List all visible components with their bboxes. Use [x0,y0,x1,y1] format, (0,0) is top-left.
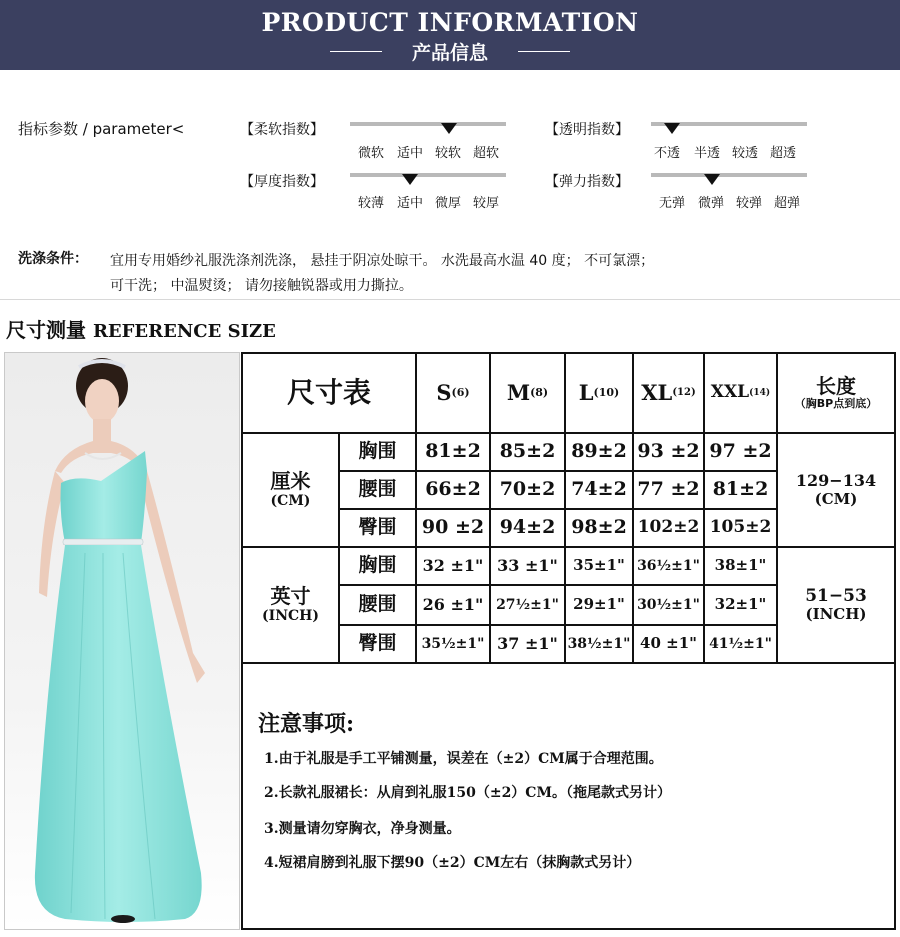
washing-text-line-1: 宜用专用婚纱礼服洗涤剂洗涤， 悬挂于阴凉处晾干。 水洗最高水温 40 度； 不可氯漂； [110,253,655,269]
size-header-xl [634,354,703,432]
cm-label: 厘米 [270,469,311,494]
transparency-scale-title: 【透明指数】 [545,122,629,138]
thickness-option: 较薄 [358,196,385,211]
reference-title-en: REFERENCE SIZE [92,321,276,342]
size-header-m [491,354,564,432]
washing-label: 洗涤条件： [18,251,88,267]
table-cell: 32 ±1" [422,555,484,575]
thickness-option: 较厚 [473,196,500,211]
table-cell: 105±2 [709,517,772,538]
size-label: M [506,379,531,405]
size-sub: (10) [593,385,620,399]
row-label-waist: 腰围 [358,593,397,616]
table-cell: 38±1" [714,556,767,575]
inch-length [778,548,894,662]
table-cell: 33 ±1" [497,555,558,575]
size-header-xxl [705,354,776,432]
reference-size-title [6,314,276,343]
table-cell: 77 ±2 [637,478,700,501]
reference-title-cn: 尺寸测量 [6,318,86,342]
transparency-marker-icon [664,123,680,134]
size-header-l [566,354,632,432]
note-item: 4.短裙肩膀到礼服下摆90（±2）CM左右（抹胸款式另计） [264,855,641,871]
table-cell: 81±2 [712,478,769,501]
table-cell: 40 ±1" [640,634,697,653]
length-header-title: 长度 [816,374,856,399]
table-cell: 37 ±1" [497,633,558,653]
thickness-scale-bar [350,173,506,177]
table-cell: 38½±1" [567,635,631,652]
thickness-option: 微厚 [435,196,462,211]
table-cell: 85±2 [499,440,556,463]
transparency-option: 较透 [732,146,759,161]
table-cell: 70±2 [499,478,556,501]
table-cell: 81±2 [425,440,481,463]
table-cell: 66±2 [425,478,481,501]
banner-subtitle: 产品信息 [411,42,488,64]
softness-marker-icon [441,123,457,134]
cm-length-unit: (CM) [814,489,858,508]
elasticity-scale-title: 【弹力指数】 [545,174,629,190]
softness-option: 微软 [358,146,385,161]
size-sub: (8) [530,385,549,399]
elasticity-option: 较弹 [736,196,763,211]
softness-scale-bar [350,122,506,126]
cm-length [778,434,894,546]
elasticity-marker-icon [704,174,720,185]
header-banner [0,0,900,70]
size-label: S [436,379,452,405]
inch-unit: (INCH) [262,608,319,625]
table-cell: 102±2 [637,517,700,538]
parameter-label: 指标参数 / parameter< [18,120,185,138]
table-cell: 29±1" [573,595,625,614]
table-cell: 90 ±2 [421,516,485,539]
transparency-option: 超透 [770,146,797,161]
softness-option: 较软 [435,146,462,161]
cm-group-label [243,434,338,546]
product-photo [4,352,240,930]
table-cell: 41½±1" [709,635,772,652]
cm-length-value: 129−134 [795,471,877,491]
table-cell: 89±2 [571,440,627,463]
table-cell: 30½±1" [637,596,700,613]
table-cell: 27½±1" [496,596,559,613]
table-cell: 36½±1" [637,557,700,574]
transparency-option: 不透 [654,146,681,161]
size-sub: (14) [749,387,771,398]
row-label-hip: 臀围 [358,516,397,539]
row-label-hip: 臀围 [358,632,397,655]
thickness-option: 适中 [397,196,424,211]
softness-option: 适中 [397,146,424,161]
thickness-scale-title: 【厚度指数】 [240,174,324,190]
softness-option: 超软 [473,146,500,161]
size-table-corner: 尺寸表 [286,375,371,409]
note-item: 3.测量请勿穿胸衣，净身测量。 [264,821,461,837]
inch-length-unit: (INCH) [805,605,867,624]
elasticity-scale-bar [651,173,807,177]
inch-group-label [243,548,338,662]
notes-title: 注意事项: [258,711,355,737]
washing-text-line-2: 可干洗； 中温熨烫； 请勿接触锐器或用力撕拉。 [110,278,413,294]
section-divider [0,299,900,300]
length-header-sub: （胸BP点到底） [794,397,878,411]
row-label-waist: 腰围 [358,478,397,501]
size-label: L [578,379,594,405]
table-cell: 32±1" [714,595,767,614]
inch-length-value: 51−53 [805,585,867,606]
thickness-marker-icon [402,174,418,185]
model-dress-illustration [5,353,240,930]
row-label-bust: 胸围 [358,440,397,463]
banner-title: PRODUCT INFORMATION [261,8,639,37]
size-label: XXL [710,382,750,403]
table-cell: 74±2 [571,478,627,501]
size-label: XL [641,379,673,405]
table-cell: 97 ±2 [709,440,772,463]
softness-scale-title: 【柔软指数】 [240,122,324,138]
table-cell: 98±2 [571,516,627,539]
inch-label: 英寸 [270,584,311,609]
cm-unit: (CM) [270,493,311,510]
elasticity-option: 超弹 [774,196,801,211]
note-item: 2.长款礼服裙长：从肩到礼服150（±2）CM。（拖尾款式另计） [264,785,671,801]
table-cell: 26 ±1" [422,594,484,614]
elasticity-option: 无弹 [659,196,686,211]
table-cell: 35½±1" [421,635,485,652]
transparency-option: 半透 [694,146,721,161]
size-sub: (12) [672,387,696,399]
banner-rule-right [518,51,570,52]
size-sub: (6) [451,385,470,399]
row-label-bust: 胸围 [358,554,397,577]
table-cell: 93 ±2 [637,440,700,463]
size-header-s [417,354,489,432]
table-cell: 35±1" [573,556,625,575]
table-cell: 94±2 [499,516,556,539]
length-header [778,354,894,432]
note-item: 1.由于礼服是手工平铺测量，误差在（±2）CM属于合理范围。 [264,751,663,767]
elasticity-option: 微弹 [698,196,725,211]
